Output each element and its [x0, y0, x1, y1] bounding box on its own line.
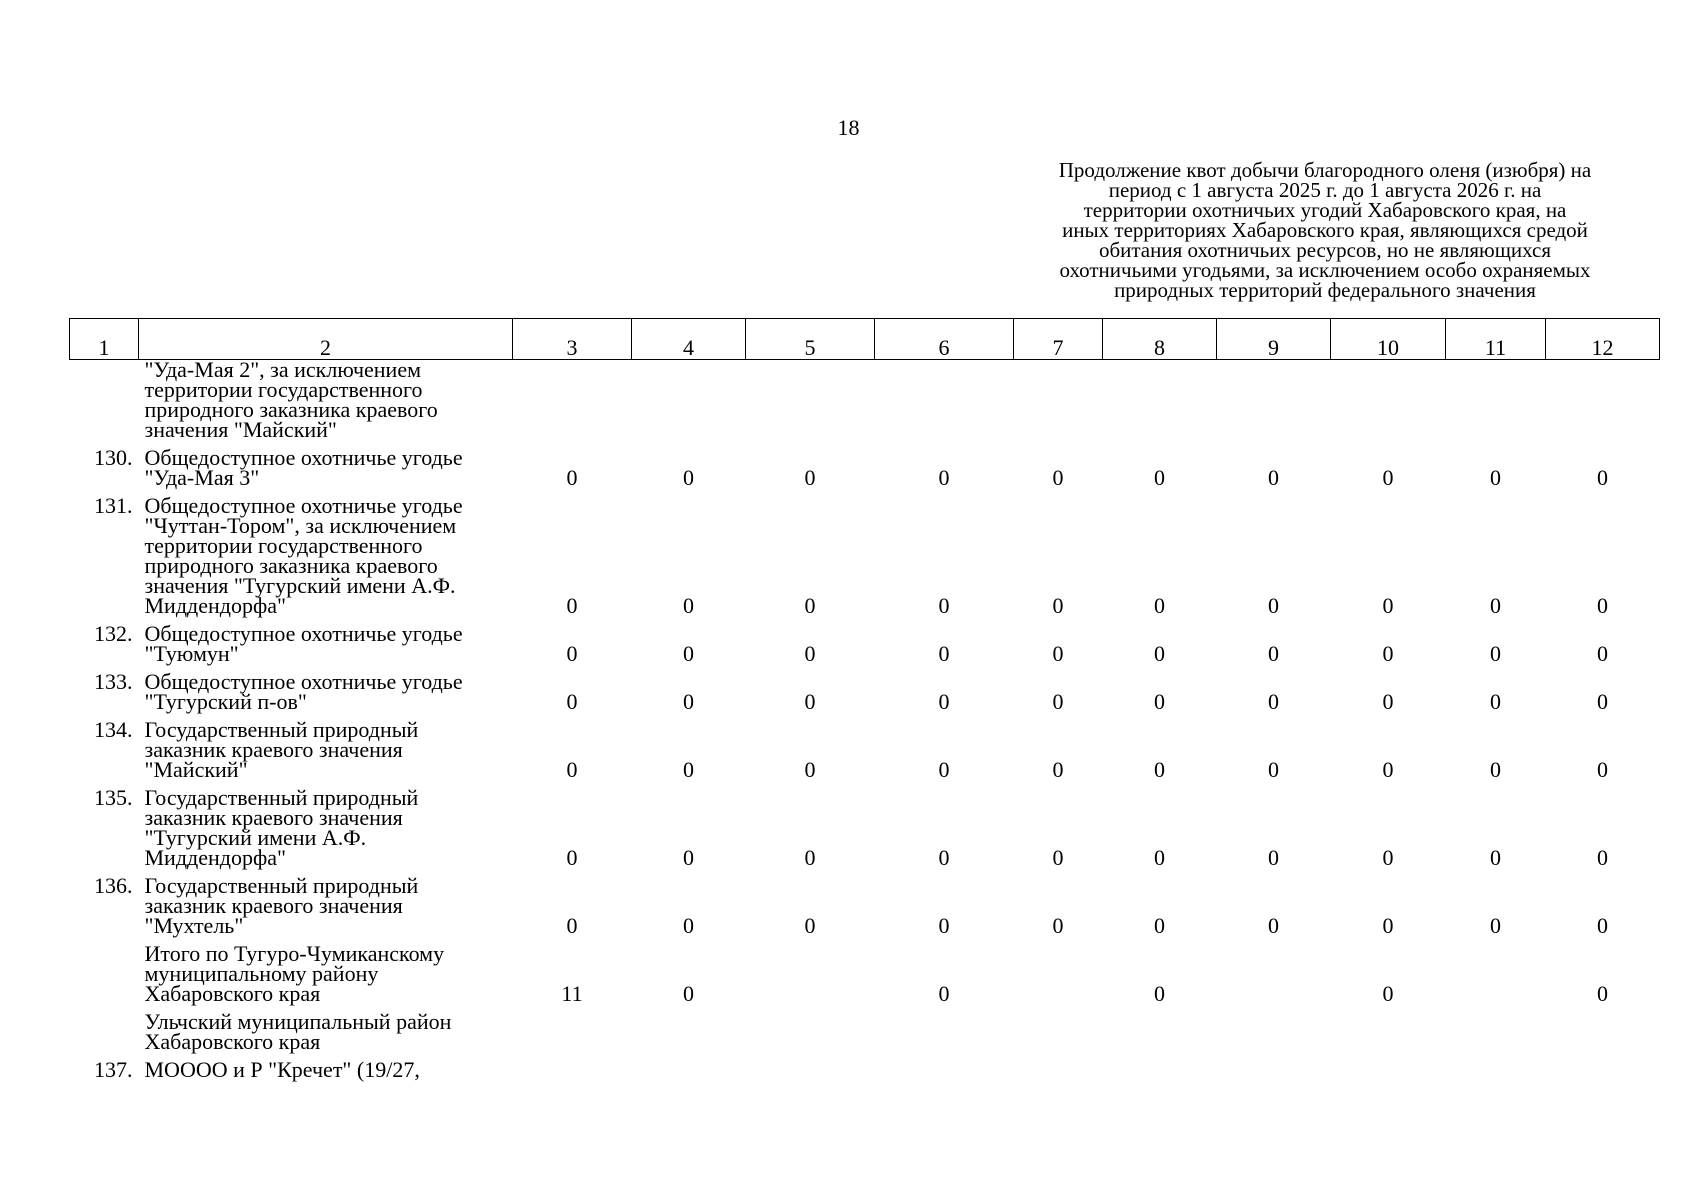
row-value: 0: [938, 757, 950, 782]
row-number: 131.: [94, 493, 133, 518]
table-body: [70, 357, 1660, 1082]
row-value: 0: [1490, 913, 1501, 938]
row-value: 0: [1597, 845, 1608, 870]
table-row: [70, 868, 1660, 936]
row-number: 137.: [94, 1057, 133, 1082]
row-name: [139, 936, 513, 1004]
row-value: 0: [1052, 845, 1064, 870]
row-value: [1446, 1052, 1546, 1080]
row-name-line: природного заказника краевого: [144, 397, 438, 422]
row-value: [1014, 1004, 1103, 1052]
column-header: 12: [1546, 319, 1660, 360]
column-header: 4: [632, 319, 746, 360]
row-name-line: "Туюмун": [144, 641, 239, 666]
column-header: 8: [1103, 319, 1217, 360]
row-name-line: заказник краевого значения: [144, 737, 403, 762]
row-value: 0: [804, 913, 816, 938]
row-value: 0: [1154, 845, 1165, 870]
row-value: 0: [1268, 465, 1279, 490]
row-value: 0: [804, 593, 816, 618]
row-value: 0: [683, 913, 694, 938]
row-number: 130.: [94, 445, 133, 470]
row-name-line: Общедоступное охотничье угодье: [144, 493, 463, 518]
row-value: 0: [1382, 981, 1394, 1006]
row-value: 0: [1052, 689, 1064, 714]
row-name: [139, 616, 513, 664]
row-name-line: Миддендорфа": [144, 593, 286, 618]
row-value: 0: [1382, 593, 1394, 618]
row-name-line: муниципальному району: [144, 961, 379, 986]
row-value: 11: [561, 981, 583, 1006]
row-name-line: Общедоступное охотничье угодье: [144, 669, 463, 694]
caption-line: иных территориях Хабаровского края, являющихся средой: [1062, 218, 1588, 242]
row-name-line: МОООО и Р "Кречет" (19/27,: [144, 1057, 420, 1082]
row-name-line: территории государственного: [144, 533, 423, 558]
table-row: [70, 1052, 1660, 1080]
row-value: 0: [1382, 845, 1394, 870]
row-value: 0: [683, 641, 694, 666]
row-name-line: "Тугурский п-ов": [144, 689, 307, 714]
row-value: 0: [1597, 757, 1608, 782]
row-value: 0: [566, 641, 578, 666]
row-value: 0: [683, 981, 694, 1006]
row-name-line: "Уда-Мая 2", за исключением: [144, 357, 422, 382]
row-value: [1014, 1052, 1103, 1080]
row-value: [1103, 1052, 1217, 1080]
row-number: 132.: [94, 621, 133, 646]
table-row: [70, 664, 1660, 712]
row-value: 0: [938, 465, 950, 490]
table-row: [70, 360, 1660, 441]
row-value: 0: [1268, 641, 1279, 666]
row-value: [875, 1052, 1014, 1080]
row-number: 136.: [94, 873, 133, 898]
row-name-line: "Мухтель": [144, 913, 244, 938]
row-value: 0: [1382, 689, 1394, 714]
row-value: 0: [1268, 757, 1279, 782]
row-value: [1014, 936, 1103, 1004]
table-row: [70, 780, 1660, 868]
row-name-line: Итого по Тугуро-Чумиканскому: [144, 941, 445, 966]
row-value: 0: [1052, 757, 1064, 782]
row-name: [139, 712, 513, 780]
row-value: 0: [1597, 641, 1608, 666]
row-value: 0: [1154, 641, 1165, 666]
row-value: 0: [1268, 593, 1279, 618]
row-value: [875, 360, 1014, 441]
row-value: [513, 1004, 632, 1052]
row-value: 0: [1597, 689, 1608, 714]
row-value: [746, 1004, 875, 1052]
row-name-line: Общедоступное охотничье угодье: [144, 445, 463, 470]
row-value: [632, 1052, 746, 1080]
row-name-line: Государственный природный: [144, 873, 419, 898]
row-value: 0: [566, 593, 578, 618]
row-value: 0: [1052, 641, 1064, 666]
row-value: 0: [1382, 913, 1394, 938]
row-value: 0: [683, 757, 694, 782]
row-value: 0: [1597, 465, 1608, 490]
row-name-line: Ульчский муниципальный район: [144, 1009, 452, 1034]
table-row: [70, 488, 1660, 616]
row-name-line: природного заказника краевого: [144, 553, 438, 578]
table-caption: [1010, 160, 1640, 300]
row-value: 0: [938, 689, 950, 714]
row-value: 0: [683, 845, 694, 870]
page-number: 18: [837, 115, 860, 140]
row-value: 0: [1154, 757, 1165, 782]
row-value: 0: [1154, 981, 1165, 1006]
row-value: 0: [1490, 845, 1501, 870]
column-header: 5: [746, 319, 875, 360]
table-row: [70, 1004, 1660, 1052]
column-header: 6: [875, 319, 1014, 360]
row-name: [139, 1004, 513, 1052]
row-name: [139, 357, 513, 442]
row-name-line: территории государственного: [144, 377, 423, 402]
row-name: [139, 1052, 513, 1080]
row-value: [1331, 360, 1446, 441]
table-row: [70, 440, 1660, 488]
row-number: [70, 360, 139, 441]
row-value: 0: [566, 465, 578, 490]
row-name-line: Хабаровского края: [144, 981, 321, 1006]
row-value: 0: [1382, 465, 1394, 490]
row-value: 0: [804, 641, 816, 666]
row-name-line: "Чуттан-Тором", за исключением: [144, 513, 457, 538]
column-header: 3: [513, 319, 632, 360]
row-name-line: "Уда-Мая 3": [144, 465, 260, 490]
row-value: 0: [1268, 689, 1279, 714]
row-value: [513, 360, 632, 441]
row-value: 0: [683, 465, 694, 490]
row-name-line: Государственный природный: [144, 785, 419, 810]
row-value: 0: [938, 593, 950, 618]
row-name: [139, 780, 513, 868]
row-value: 0: [566, 913, 578, 938]
row-value: 0: [1154, 913, 1165, 938]
row-name: [139, 488, 513, 616]
row-number: 135.: [94, 785, 133, 810]
caption-line: территории охотничьих угодий Хабаровского края, на: [1083, 198, 1567, 222]
row-value: 0: [1490, 593, 1501, 618]
row-value: 0: [1154, 689, 1165, 714]
row-value: [1217, 360, 1331, 441]
row-value: 0: [1052, 593, 1064, 618]
row-value: [1103, 360, 1217, 441]
caption-line: обитания охотничьих ресурсов, но не являющихся: [1098, 238, 1552, 262]
row-value: 0: [938, 641, 950, 666]
row-value: [1217, 1052, 1331, 1080]
row-value: 0: [1597, 593, 1608, 618]
row-value: 0: [1490, 641, 1501, 666]
row-value: 0: [1490, 757, 1501, 782]
row-value: [1217, 1004, 1331, 1052]
row-value: [1103, 1004, 1217, 1052]
caption-line: охотничьими угодьями, за исключением особо охраняемых: [1059, 258, 1591, 282]
column-header: 11: [1446, 319, 1546, 360]
row-name: [139, 440, 513, 488]
row-value: 0: [804, 689, 816, 714]
table-header-row: [70, 319, 1660, 360]
row-number: [70, 936, 139, 1004]
quota-table: [69, 318, 1660, 1080]
row-number: 134.: [94, 717, 133, 742]
row-value: [1446, 1004, 1546, 1052]
row-value: 0: [1382, 641, 1394, 666]
row-value: [1446, 936, 1546, 1004]
row-value: 0: [683, 689, 694, 714]
row-value: [1014, 360, 1103, 441]
table-row: [70, 712, 1660, 780]
row-value: [746, 936, 875, 1004]
row-value: [1446, 360, 1546, 441]
row-value: 0: [938, 913, 950, 938]
row-value: 0: [938, 981, 950, 1006]
row-name: [139, 664, 513, 712]
row-value: 0: [1597, 913, 1608, 938]
column-header: 9: [1217, 319, 1331, 360]
row-value: [632, 360, 746, 441]
table-row: [70, 616, 1660, 664]
row-value: 0: [804, 465, 816, 490]
row-value: 0: [1490, 465, 1501, 490]
row-name-line: значения "Майский": [144, 417, 337, 442]
row-value: 0: [683, 593, 694, 618]
row-value: [746, 1052, 875, 1080]
row-value: [1331, 1052, 1446, 1080]
row-value: 0: [566, 689, 578, 714]
row-value: [746, 360, 875, 441]
row-name-line: Хабаровского края: [144, 1029, 321, 1054]
row-value: 0: [804, 845, 816, 870]
caption-line: природных территорий федерального значения: [1114, 278, 1536, 302]
row-value: 0: [1052, 913, 1064, 938]
row-value: 0: [1597, 981, 1608, 1006]
row-value: 0: [566, 757, 578, 782]
row-name: [139, 868, 513, 936]
row-value: 0: [1268, 913, 1279, 938]
caption-line: Продолжение квот добычи благородного оленя (изюбря) на: [1058, 158, 1592, 182]
column-header: 10: [1331, 319, 1446, 360]
row-name-line: Государственный природный: [144, 717, 419, 742]
row-number: [70, 1004, 139, 1052]
row-name-line: заказник краевого значения: [144, 805, 403, 830]
row-value: [632, 1004, 746, 1052]
row-number: 133.: [94, 669, 133, 694]
column-header: 2: [139, 319, 513, 360]
row-value: [1546, 1052, 1660, 1080]
row-value: 0: [1154, 593, 1165, 618]
column-header: 7: [1014, 319, 1103, 360]
row-name-line: заказник краевого значения: [144, 893, 403, 918]
column-header: 1: [70, 319, 139, 360]
row-value: [875, 1004, 1014, 1052]
table-row: [70, 936, 1660, 1004]
row-value: 0: [1382, 757, 1394, 782]
row-value: [1217, 936, 1331, 1004]
row-name-line: "Тугурский имени А.Ф.: [144, 825, 367, 850]
row-name-line: Общедоступное охотничье угодье: [144, 621, 463, 646]
row-value: 0: [1154, 465, 1165, 490]
row-value: [1546, 360, 1660, 441]
row-value: 0: [1490, 689, 1501, 714]
caption-line: период с 1 августа 2025 г. до 1 августа 2026 г. на: [1108, 178, 1542, 202]
row-value: 0: [566, 845, 578, 870]
row-name-line: значения "Тугурский имени А.Ф.: [144, 573, 456, 598]
row-name-line: Миддендорфа": [144, 845, 286, 870]
row-value: [1546, 1004, 1660, 1052]
row-value: 0: [938, 845, 950, 870]
row-value: 0: [1052, 465, 1064, 490]
row-value: 0: [1268, 845, 1279, 870]
row-value: [513, 1052, 632, 1080]
row-value: 0: [804, 757, 816, 782]
row-name-line: "Майский": [144, 757, 248, 782]
row-value: [1331, 1004, 1446, 1052]
